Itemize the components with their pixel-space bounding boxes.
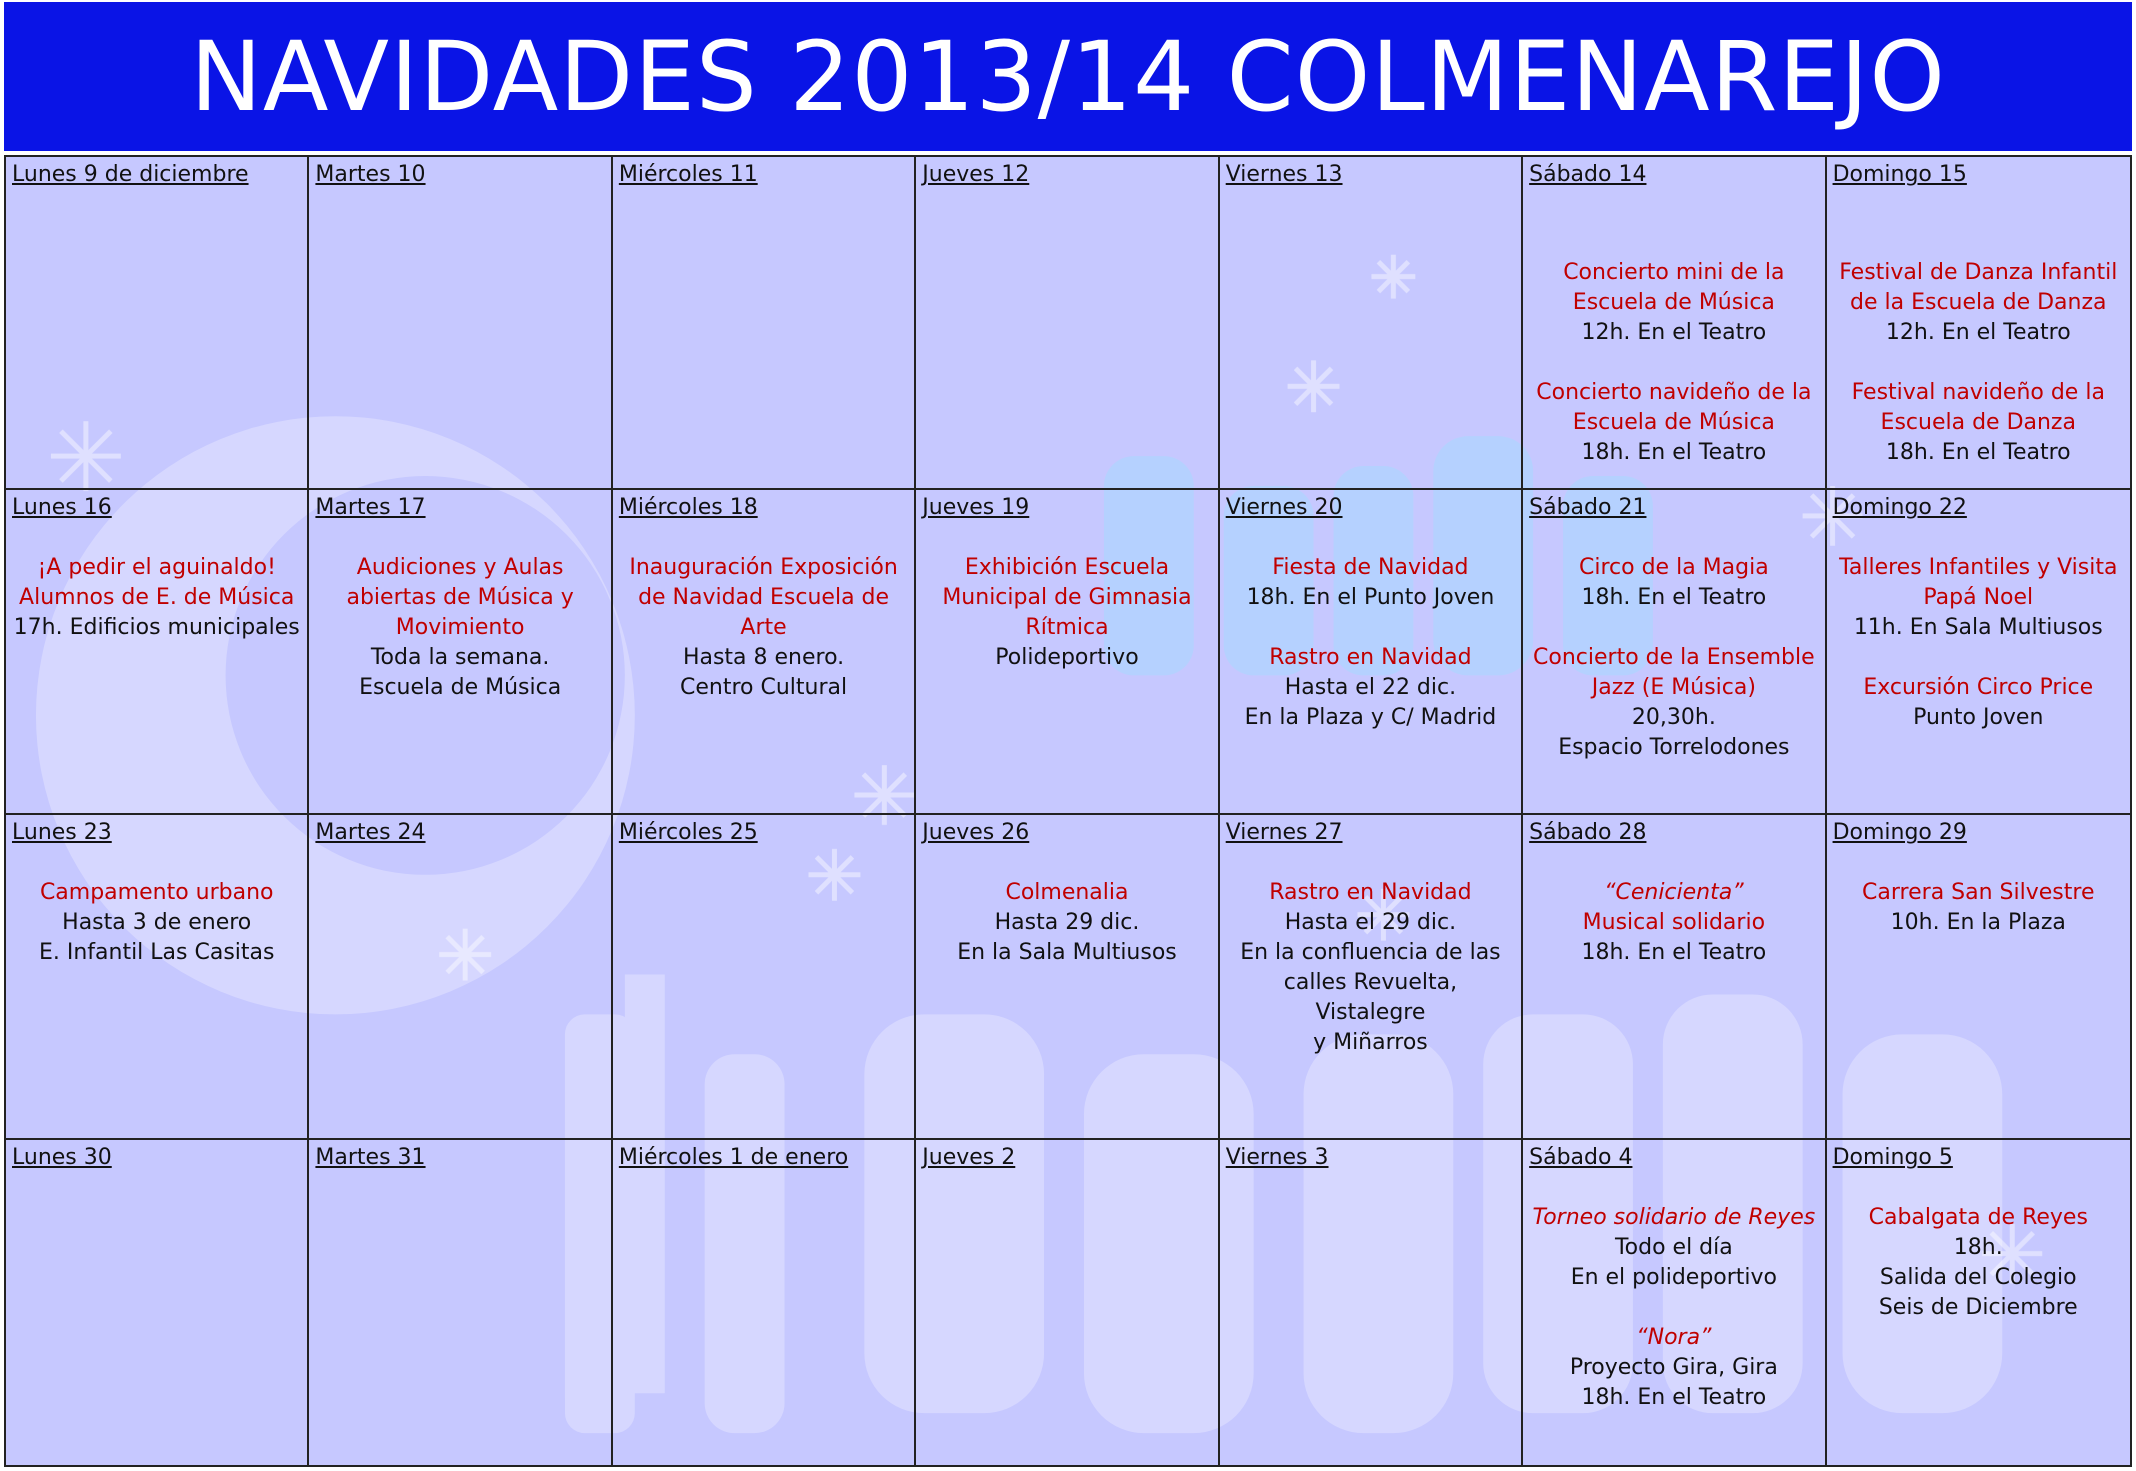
event-title: ¡A pedir el aguinaldo! Alumnos de E. de Música [19,554,295,610]
event-title: Concierto mini de la Escuela de Música [1563,259,1785,315]
calendar-day-cell [1523,157,1826,490]
day-label: Miércoles 18 [618,495,758,520]
event-detail: Hasta 29 dic. En la Sala Multiusos [957,909,1177,965]
calendar-grid-container [4,155,2132,1467]
event-title: Festival navideño de la Escuela de Danza [1851,379,2105,435]
event-item [1869,1203,2088,1323]
page-title: NAVIDADES 2013/14 COLMENAREJO [190,20,1946,133]
day-label: Jueves 19 [922,495,1030,520]
event-list [1833,553,2124,763]
day-label: Martes 31 [315,1145,426,1170]
event-list [12,878,301,998]
event-title: Campamento urbano [39,879,274,905]
calendar-day-cell [613,490,916,815]
day-label: Martes 24 [315,820,426,845]
title-banner [4,2,2132,151]
day-label: Domingo 5 [1832,1145,1953,1170]
event-item [1570,1323,1778,1413]
event-title: Inauguración Exposición de Navidad Escuela de Arte [629,554,898,640]
event-list [1529,553,1818,793]
calendar-day-cell [1827,490,2130,815]
calendar-day-cell [1220,157,1523,490]
event-item [1839,553,2117,643]
day-label: Sábado 14 [1529,162,1647,187]
event-item [346,553,573,703]
event-detail: 18h. Salida del Colegio Seis de Diciembre [1878,1234,2078,1320]
event-detail: Todo el día En el polideportivo [1570,1234,1778,1290]
event-detail: 18h. En el Teatro [1581,584,1767,610]
calendar-day-cell [6,815,309,1140]
event-item [1563,258,1784,348]
calendar-day-cell [916,815,1219,1140]
event-item [1581,878,1766,968]
calendar-day-cell [309,157,612,490]
day-label: Miércoles 11 [618,162,758,187]
day-label: Miércoles 25 [618,820,758,845]
event-detail: Hasta 3 de enero E. Infantil Las Casitas [38,909,275,965]
event-item [1245,643,1497,733]
event-detail: 17h. Edificios municipales [13,614,300,640]
event-title: Rastro en Navidad [1269,644,1472,670]
event-list [1529,878,1818,998]
event-item [1536,378,1811,468]
day-label: Sábado 21 [1529,495,1647,520]
calendar-day-cell [1523,1140,1826,1466]
day-label: Jueves 12 [922,162,1030,187]
event-list [1833,878,2124,968]
calendar-day-cell [1220,1140,1523,1466]
event-item [14,553,300,643]
event-title: Audiciones y Aulas abiertas de Música y Movimiento [346,554,574,640]
event-detail: Hasta 8 enero. Centro Cultural [680,644,848,700]
event-item [1247,553,1495,613]
event-title: Carrera San Silvestre [1862,879,2095,905]
calendar-day-cell [613,815,916,1140]
event-list [1529,1203,1818,1443]
event-list [1226,878,1515,1088]
calendar-day-cell [1523,490,1826,815]
event-title: Torneo solidario de Reyes [1532,1204,1816,1230]
event-list [619,553,908,733]
day-label: Lunes 30 [12,1145,112,1170]
event-detail: Hasta el 22 dic. En la Plaza y C/ Madrid [1244,674,1497,730]
event-title: Cabalgata de Reyes [1868,1204,2088,1230]
day-label: Lunes 9 de diciembre [12,162,249,187]
event-title: Fiesta de Navidad [1272,554,1469,580]
day-label: Martes 10 [315,162,426,187]
event-detail: 18h. En el Punto Joven [1246,584,1495,610]
day-label: Miércoles 1 de enero [618,1145,849,1170]
event-title: Exhibición Escuela Municipal de Gimnasia Rítmica [942,554,1192,640]
event-item [957,878,1177,968]
event-detail: 18h. En el Teatro [1581,939,1767,965]
day-label: Jueves 26 [922,820,1030,845]
event-item [1863,673,2093,733]
calendar-day-cell [1220,815,1523,1140]
calendar-day-cell [309,490,612,815]
event-detail: Toda la semana. Escuela de Música [359,644,562,700]
calendar-day-cell [1827,1140,2130,1466]
event-title: Concierto navideño de la Escuela de Música [1536,379,1812,435]
event-title: Excursión Circo Price [1863,674,2094,700]
event-item [942,553,1191,673]
event-item [1226,878,1515,1058]
event-title: Concierto de la Ensemble Jazz (E Música) [1533,644,1815,700]
calendar-day-cell [1523,815,1826,1140]
day-label: Sábado 4 [1529,1145,1633,1170]
calendar-day-cell [613,157,916,490]
calendar-day-cell [613,1140,916,1466]
event-detail: 12h. En el Teatro [1581,319,1767,345]
day-label: Lunes 16 [12,495,112,520]
event-detail: Polideportivo [995,644,1139,670]
event-item [1533,643,1815,763]
event-detail: 12h. En el Teatro [1885,319,2071,345]
event-list [315,553,604,733]
day-label: Domingo 22 [1832,495,1967,520]
calendar-day-cell [6,157,309,490]
day-label: Jueves 2 [922,1145,1016,1170]
event-title: “Nora” [1636,1324,1712,1350]
calendar-day-cell [6,490,309,815]
event-detail: 11h. En Sala Multiusos [1853,614,2103,640]
calendar-day-cell [1220,490,1523,815]
day-label: Sábado 28 [1529,820,1647,845]
event-title: Circo de la Magia [1579,554,1769,580]
calendar-day-cell [916,157,1219,490]
event-title: Festival de Danza Infantil de la Escuela de Danza [1839,259,2118,315]
event-title: “Cenicienta” [1604,879,1744,905]
event-title: Rastro en Navidad [1269,879,1472,905]
event-item [1533,1203,1816,1293]
calendar-day-cell [1827,815,2130,1140]
event-detail: 10h. En la Plaza [1890,909,2066,935]
day-label: Lunes 23 [12,820,112,845]
calendar-day-cell [6,1140,309,1466]
event-title: Colmenalia [1005,879,1129,905]
event-list [1833,258,2124,490]
event-item [1579,553,1769,613]
day-label: Viernes 20 [1225,495,1343,520]
event-detail: Hasta el 29 dic. En la confluencia de las calles Revuelta, Vistalegre y Miñarros [1240,909,1501,1055]
event-detail: Punto Joven [1913,704,2044,730]
event-subtitle: Musical solidario [1582,909,1766,935]
event-item [629,553,897,703]
event-list [1833,1203,2124,1353]
event-list [1226,553,1515,763]
day-label: Domingo 15 [1832,162,1967,187]
event-detail: 20,30h. Espacio Torrelodones [1558,704,1790,760]
event-title: Talleres Infantiles y Visita Papá Noel [1839,554,2118,610]
event-detail: 18h. En el Teatro [1885,439,2071,465]
event-item [1839,258,2117,348]
event-list [1529,258,1818,490]
day-label: Viernes 3 [1225,1145,1329,1170]
event-list [12,553,301,673]
day-label: Viernes 27 [1225,820,1343,845]
event-list [922,878,1211,998]
day-label: Domingo 29 [1832,820,1967,845]
event-detail: Proyecto Gira, Gira 18h. En el Teatro [1569,1354,1778,1410]
event-list [922,553,1211,703]
calendar-day-cell [916,490,1219,815]
event-item [1852,378,2105,468]
calendar-day-cell [309,1140,612,1466]
day-label: Viernes 13 [1225,162,1343,187]
calendar-day-cell [309,815,612,1140]
calendar-grid [6,157,2130,1465]
day-label: Martes 17 [315,495,426,520]
calendar-day-cell [1827,157,2130,490]
event-detail: 18h. En el Teatro [1581,439,1767,465]
calendar-day-cell [916,1140,1219,1466]
event-item [39,878,275,968]
event-item [1862,878,2094,938]
